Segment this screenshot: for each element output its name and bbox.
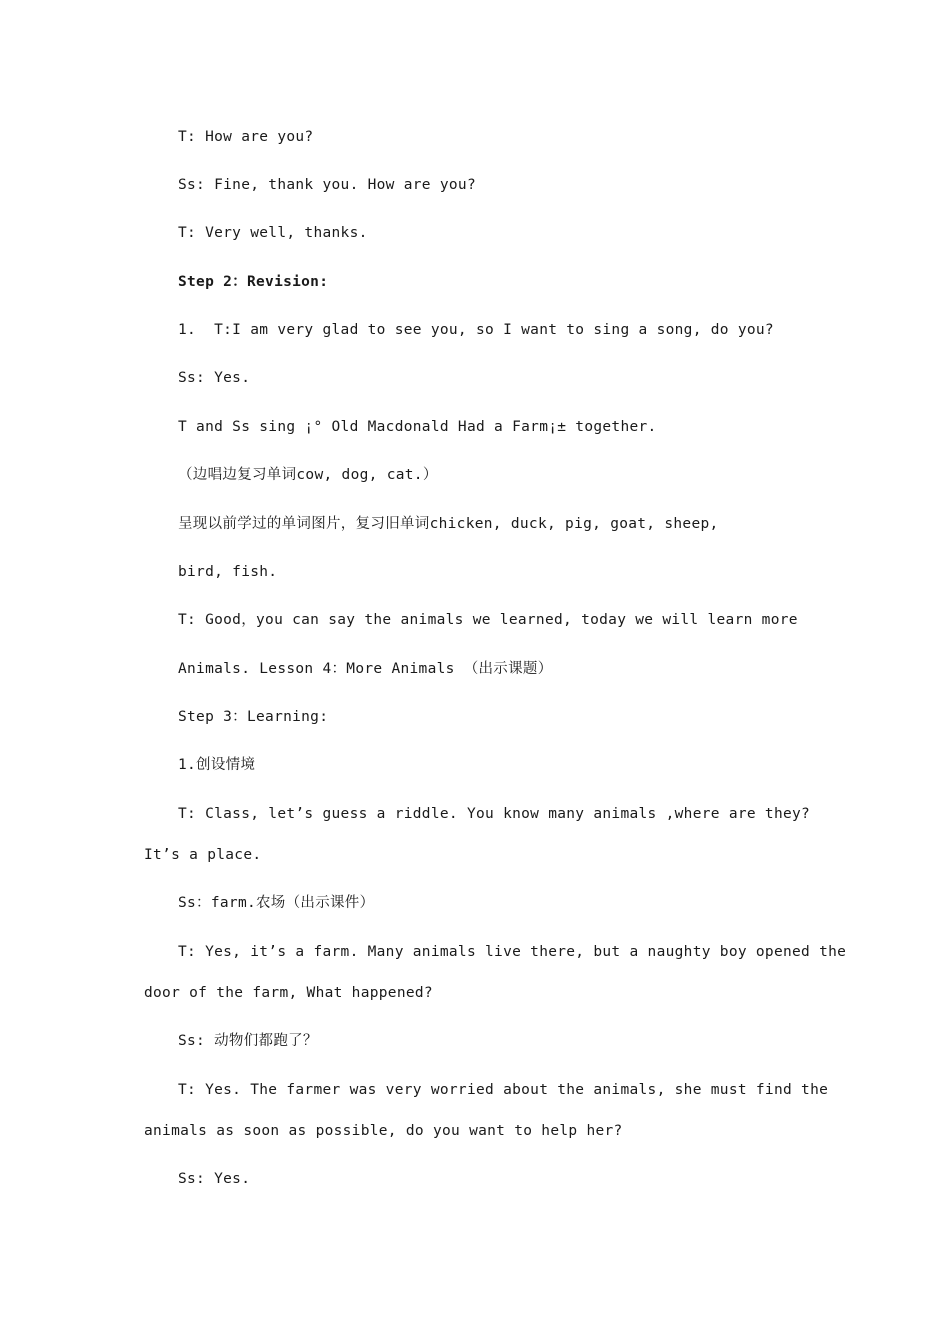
- subsection-heading: 1.创设情境: [178, 757, 256, 773]
- dialogue-line: Ss：farm.农场（出示课件）: [178, 895, 375, 911]
- dialogue-line: door of the farm, What happened?: [144, 985, 433, 1001]
- dialogue-line: It’s a place.: [144, 847, 262, 863]
- dialogue-line: Ss: Fine, thank you. How are you?: [178, 177, 476, 193]
- dialogue-line: T: Very well, thanks.: [178, 225, 368, 241]
- dialogue-line: T: Class, let’s guess a riddle. You know many animals ,where are they?: [178, 806, 811, 822]
- paragraph-line: bird, fish.: [178, 564, 278, 580]
- dialogue-line: Ss: 动物们都跑了？: [178, 1033, 318, 1049]
- dialogue-line: Ss: Yes.: [178, 370, 251, 386]
- dialogue-line: animals as soon as possible, do you want to help her?: [144, 1123, 623, 1139]
- paragraph-line: Animals. Lesson 4：More Animals （出示课题）: [178, 661, 553, 677]
- dialogue-line: T: How are you?: [178, 129, 314, 145]
- dialogue-line: T: Good，you can say the animals we learned, today we will learn more: [178, 612, 798, 628]
- dialogue-line: T and Ss sing ¡° Old Macdonald Had a Farm¡± together.: [178, 419, 657, 435]
- dialogue-line: T: Yes. The farmer was very worried about the animals, she must find the: [178, 1082, 829, 1098]
- note-line: （边唱边复习单词cow, dog, cat.）: [178, 467, 438, 483]
- dialogue-line: T: Yes, it’s a farm. Many animals live there, but a naughty boy opened the: [178, 944, 847, 960]
- dialogue-line: Ss: Yes.: [178, 1171, 251, 1187]
- paragraph-line: 呈现以前学过的单词图片，复习旧单词chicken, duck, pig, goat, sheep,: [178, 516, 719, 532]
- section-heading: Step 2：Revision:: [178, 274, 329, 290]
- dialogue-line: 1. T:I am very glad to see you, so I want to sing a song, do you?: [178, 322, 774, 338]
- section-heading: Step 3：Learning:: [178, 709, 329, 725]
